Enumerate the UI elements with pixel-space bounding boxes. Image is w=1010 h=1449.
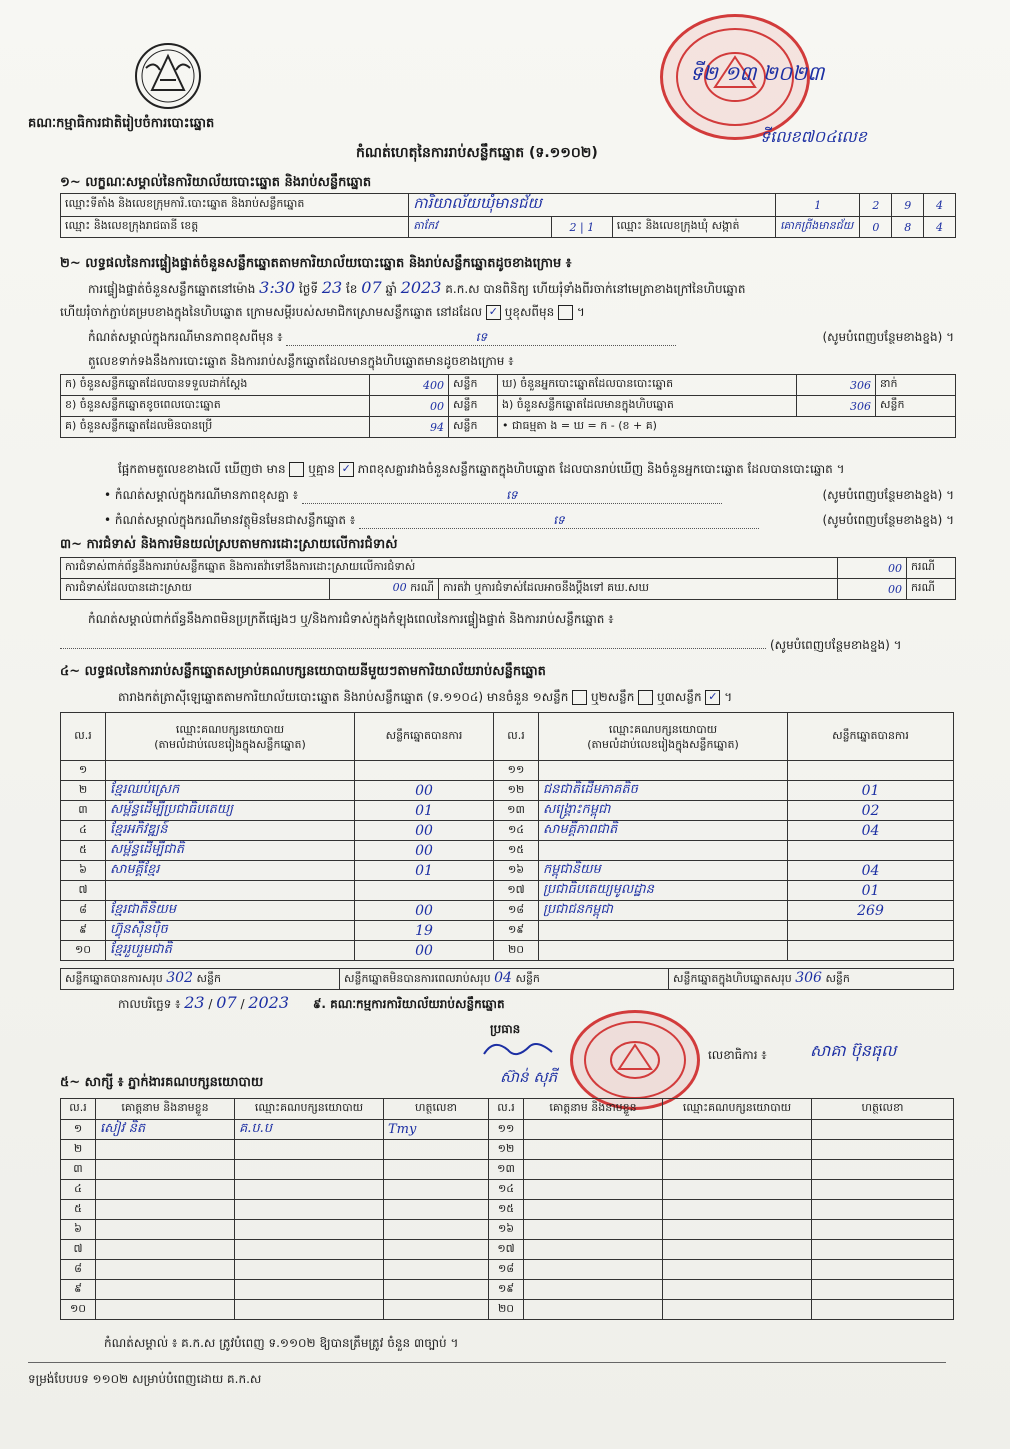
- witness-party: [235, 1140, 384, 1160]
- witness-party: [663, 1140, 812, 1160]
- complaints-table: [60, 557, 956, 600]
- party-no: ១៥: [494, 841, 539, 861]
- party-name: សម្ព័ន្ធដើម្បីជាតិ: [106, 841, 355, 861]
- witness-name: សៀវ និត: [96, 1120, 235, 1140]
- party-name: [106, 881, 355, 901]
- party-no: ១១: [494, 761, 539, 781]
- party-name: ខ្មែរអភិវឌ្ឍន៍: [106, 821, 355, 841]
- irregularities-dots: [60, 648, 766, 649]
- witness-signature: [812, 1280, 954, 1300]
- witness-party: [663, 1300, 812, 1320]
- received-value: 400: [370, 375, 449, 396]
- party-name: [539, 841, 788, 861]
- irregularities-note: កំណត់សម្គាល់ពាក់ព័ន្ធនឹងភាពមិនប្រក្រតីផ្សេងៗ ឬ/និងការជំទាស់ក្នុងកំឡុងពេលនៃការផ្ទៀងផ្ទាត់ និងការរាប់សន្លឹកឆ្នោត ៖: [88, 612, 614, 626]
- witness-signature: [384, 1300, 489, 1320]
- witness-name: [96, 1160, 235, 1180]
- witness-name: [524, 1200, 663, 1220]
- witness-party: [235, 1300, 384, 1320]
- resolved-value: 00 ករណី: [330, 579, 439, 600]
- in-box-label: ង) ចំនួនសន្លឹកឆ្នោតដែលមានក្នុងហិបឆ្នោត: [498, 396, 797, 417]
- witness-signature: [812, 1220, 954, 1240]
- witness-no: ១៤: [489, 1180, 524, 1200]
- witness-signature: [812, 1160, 954, 1180]
- party-votes: 01: [788, 881, 954, 901]
- table-row: [61, 1300, 954, 1320]
- party-no: ២០: [494, 941, 539, 961]
- table-row: [61, 921, 954, 941]
- table-row: [61, 901, 954, 921]
- party-votes: 01: [355, 861, 494, 881]
- witness-no: ៩: [61, 1280, 96, 1300]
- table-row: [61, 1220, 954, 1240]
- discrepancy-note: • កំណត់សម្គាល់ក្នុងករណីមានភាពខុសគ្នា ៖ ទេ (សូមបំពេញបន្ថែមខាងខ្នង) ។: [104, 488, 954, 502]
- witness-header-no-right: ល.រ: [489, 1099, 524, 1120]
- party-name: ខ្មែររួបរួមជាតិ: [106, 941, 355, 961]
- witness-signature: [812, 1140, 954, 1160]
- witness-header-name-right: គោត្តនាម និងនាមខ្លួន: [524, 1099, 663, 1120]
- table-row: [61, 1240, 954, 1260]
- witness-no: ១០: [61, 1300, 96, 1320]
- party-no: ៨: [61, 901, 106, 921]
- witness-no: ១៣: [489, 1160, 524, 1180]
- witness-signature: [812, 1120, 954, 1140]
- witness-no: ១៦: [489, 1220, 524, 1240]
- commune-digit-3: 4: [924, 217, 956, 238]
- party-votes: 02: [788, 801, 954, 821]
- table-row: [61, 761, 954, 781]
- header-votes-left: សន្លឹកឆ្នោតបានការ: [355, 713, 494, 761]
- table-row: [61, 821, 954, 841]
- party-results-table: [60, 712, 954, 961]
- party-name: ជនជាតិដើមភាគតិច: [539, 781, 788, 801]
- party-no: ១: [61, 761, 106, 781]
- ballot-figures-table: [60, 374, 956, 438]
- witness-signature: [812, 1300, 954, 1320]
- party-no: ១៣: [494, 801, 539, 821]
- witness-party: [663, 1180, 812, 1200]
- top-handwritten-note: ទីលេខ៧០៤លេខ: [760, 127, 867, 146]
- party-name: ខ្មែរឈប់ស្រេក: [106, 781, 355, 801]
- same-checkbox[interactable]: ✓: [486, 305, 501, 320]
- total-invalid: សន្លឹកឆ្នោតមិនបានការពេលរាប់សរុប 04 សន្លឹក: [340, 969, 669, 990]
- spoiled-value: 00: [370, 396, 449, 417]
- voters-label: ឃ) ចំនួនអ្នកបោះឆ្នោតដែលបានបោះឆ្នោត: [498, 375, 797, 396]
- party-no: ៣: [61, 801, 106, 821]
- table-row: [61, 1280, 954, 1300]
- irregularities-fill-note: (សូមបំពេញបន្ថែមខាងខ្នង) ។: [770, 638, 902, 652]
- party-no: ២: [61, 781, 106, 801]
- witness-header-party-right: ឈ្មោះគណបក្សនយោបាយ: [663, 1099, 812, 1120]
- witness-signature: [812, 1240, 954, 1260]
- witness-no: ១៩: [489, 1280, 524, 1300]
- appeal-unit: ករណី: [907, 579, 956, 600]
- witness-signature: [812, 1180, 954, 1200]
- witness-signature: [384, 1180, 489, 1200]
- party-name: [539, 761, 788, 781]
- unused-label: គ) ចំនួនសន្លឹកឆ្នោតដែលមិនបានប្រើ: [61, 417, 370, 438]
- voters-value: 306: [797, 375, 876, 396]
- party-name: សាមគ្គីភាពជាតិ: [539, 821, 788, 841]
- station-digit-1: 1: [776, 194, 860, 217]
- station-digit-4: 4: [924, 194, 956, 217]
- table-row: [61, 1160, 954, 1180]
- party-name: [539, 941, 788, 961]
- table-row: [61, 841, 954, 861]
- party-name: [539, 921, 788, 941]
- party-no: ៤: [61, 821, 106, 841]
- footnote: កំណត់សម្គាល់ ៖ គ.ក.ស ត្រូវបំពេញ ទ.១១០២ ឱ្យបានត្រឹមត្រូវ ចំនួន ៣ច្បាប់ ។: [104, 1336, 459, 1350]
- party-name: ហ៊្វុនស៊ិនប៉ិច: [106, 921, 355, 941]
- table-row: [61, 1260, 954, 1280]
- party-votes: 00: [355, 821, 494, 841]
- stamp-handwriting: ទី២ ១៣ ២០២៣: [690, 61, 825, 85]
- witness-name: [524, 1220, 663, 1240]
- president-label: ប្រធាន: [490, 1022, 521, 1036]
- appeal-value: 00: [838, 579, 907, 600]
- witness-party: [663, 1260, 812, 1280]
- witness-name: [96, 1220, 235, 1240]
- section-5-title: ៥~ សាក្សី ៖ ភ្នាក់ងារគណបក្សនយោបាយ: [60, 1075, 264, 1090]
- witness-name: [524, 1260, 663, 1280]
- party-no: ៦: [61, 861, 106, 881]
- witness-no: ៣: [61, 1160, 96, 1180]
- party-name: [106, 761, 355, 781]
- nec-emblem-icon: [132, 40, 204, 112]
- official-stamp-bottom: [570, 1010, 700, 1110]
- commune-label: ឈ្មោះ និងលេខក្រុងឃុំ សង្កាត់: [612, 217, 775, 238]
- witness-signature: [384, 1220, 489, 1240]
- witness-signature: [384, 1160, 489, 1180]
- witness-name: [524, 1160, 663, 1180]
- party-no: ៥: [61, 841, 106, 861]
- party-no: ១០: [61, 941, 106, 961]
- witness-signature: [812, 1260, 954, 1280]
- form-reference: ទម្រង់បែបបទ ១១០២ សម្រាប់បំពេញដោយ គ.ក.ស: [28, 1372, 262, 1386]
- party-votes: [788, 841, 954, 861]
- discrepancy-line: ផ្អែកតាមតួលេខខាងលើ ឃើញថា មាន ឬគ្មាន ✓ ភាពខុសគ្នារវាងចំនួនសន្លឹកឆ្នោតក្នុងហិបឆ្នោត ដែលបានរាប់ឃើញ និងចំនួនអ្នកបោះឆ្នោត ដែលបានបោះឆ្នោត ។: [118, 462, 845, 476]
- witness-party: [235, 1220, 384, 1240]
- in-box-unit: សន្លឹក: [876, 396, 956, 417]
- party-votes: [788, 941, 954, 961]
- province-number: 2 | 1: [552, 217, 613, 238]
- witness-signature: [812, 1200, 954, 1220]
- party-name: សាមគ្គីខ្មែរ: [106, 861, 355, 881]
- header-no-right: ល.រ: [494, 713, 539, 761]
- station-digit-2: 2: [860, 194, 892, 217]
- witness-name: [96, 1260, 235, 1280]
- party-no: ១៨: [494, 901, 539, 921]
- president-name: ស៊ាន់ សុភី: [500, 1068, 558, 1086]
- complaints-value: 00: [838, 558, 907, 579]
- verification-line-2: ហើយរុំចាក់ភ្ជាប់គម្របខាងក្នុងនៃហិបឆ្នោត ក្រោមសម្តីរបស់សមាជិកស្រោមសន្លឹកឆ្នោត នៅដដែល ✓ ឬខុសពីមុន ។: [60, 305, 585, 319]
- table-row: [61, 781, 954, 801]
- spoiled-unit: សន្លឹក: [449, 396, 498, 417]
- witness-party: [663, 1160, 812, 1180]
- section-3-title: ៣~ ការជំទាស់ និងការមិនយល់ស្របតាមការដោះស្រាយលើការជំទាស់: [60, 537, 398, 552]
- total-in-box: សន្លឹកឆ្នោតក្នុងហិបឆ្នោតសរុប 306 សន្លឹក: [669, 969, 954, 990]
- witness-signature: [384, 1260, 489, 1280]
- province-value: តាកែវ: [409, 217, 552, 238]
- table-row: [61, 1120, 954, 1140]
- witness-no: ១៧: [489, 1240, 524, 1260]
- witness-no: ១៨: [489, 1260, 524, 1280]
- witness-party: [663, 1280, 812, 1300]
- table-row: [61, 881, 954, 901]
- witness-no: ២០: [489, 1300, 524, 1320]
- witness-no: ១២: [489, 1140, 524, 1160]
- witness-party: [235, 1240, 384, 1260]
- party-votes: [788, 761, 954, 781]
- three-sheets-checkbox[interactable]: ✓: [705, 690, 720, 705]
- party-name: ប្រជាធិបតេយ្យមូលដ្ឋាន: [539, 881, 788, 901]
- witness-name: [524, 1120, 663, 1140]
- party-name: ខ្មែរជាតិនិយម: [106, 901, 355, 921]
- witness-name: [96, 1180, 235, 1200]
- party-name: សង្គ្រោះកម្ពុជា: [539, 801, 788, 821]
- witness-party: [663, 1240, 812, 1260]
- one-sheet-checkbox[interactable]: [572, 690, 587, 705]
- witness-party: [235, 1280, 384, 1300]
- count-sheet-line: តារាងកត់ត្រាស៊ីឡេឆ្នោតតាមការិយាល័យបោះឆ្នោត និងរាប់សន្លឹកឆ្នោត (ទ.១១០៤) មានចំនួន ១សន្លឹក ឬ២សន្លឹក ឬ៣សន្លឹក ✓ ។: [118, 690, 733, 704]
- table-row: [61, 1180, 954, 1200]
- header-party-right: ឈ្មោះគណបក្សនយោបាយ (តាមលំដាប់លេខរៀងក្នុងសន្លឹកឆ្នោត): [539, 713, 788, 761]
- witness-party: [663, 1200, 812, 1220]
- party-votes: 00: [355, 941, 494, 961]
- section-1-table: [60, 193, 956, 238]
- witness-name: [96, 1140, 235, 1160]
- section-1-title: ១~ លក្ខណៈសម្គាល់នៃការិយាល័យបោះឆ្នោត និងរាប់សន្លឹកឆ្នោត: [60, 175, 372, 190]
- secretary-label: លេខាធិការ ៖: [708, 1048, 767, 1062]
- witness-name: [96, 1200, 235, 1220]
- party-votes: [355, 881, 494, 901]
- party-votes: 00: [355, 901, 494, 921]
- received-unit: សន្លឹក: [449, 375, 498, 396]
- witness-name: [524, 1240, 663, 1260]
- witness-name: [96, 1300, 235, 1320]
- foreign-object-note: • កំណត់សម្គាល់ក្នុងករណីមានវត្ថុមិនមែនជាសន្លឹកឆ្នោត ៖ ទេ (សូមបំពេញបន្ថែមខាងខ្នង) ។: [104, 513, 954, 527]
- complaints-label: ការជំទាស់ពាក់ព័ន្ធនឹងការរាប់សន្លឹកឆ្នោត និងការតវ៉ាទៅនឹងការដោះស្រាយលើការជំទាស់: [61, 558, 838, 579]
- party-votes: 01: [355, 801, 494, 821]
- party-votes: 19: [355, 921, 494, 941]
- unused-unit: សន្លឹក: [449, 417, 498, 438]
- header-party-left: ឈ្មោះគណបក្សនយោបាយ (តាមលំដាប់លេខរៀងក្នុងសន្លឹកឆ្នោត): [106, 713, 355, 761]
- witness-header-sign-left: ហត្ថលេខា: [384, 1099, 489, 1120]
- witness-party: [663, 1220, 812, 1240]
- different-checkbox[interactable]: [558, 305, 573, 320]
- no-difference-checkbox[interactable]: ✓: [339, 462, 354, 477]
- witness-no: ៥: [61, 1200, 96, 1220]
- party-name: សម្ព័ន្ធដើម្បីប្រជាធិបតេយ្យ: [106, 801, 355, 821]
- witness-no: ៤: [61, 1180, 96, 1200]
- party-votes: 04: [788, 861, 954, 881]
- witness-party: [235, 1200, 384, 1220]
- witness-no: ៦: [61, 1220, 96, 1240]
- party-no: ១៦: [494, 861, 539, 881]
- difference-note-line: កំណត់សម្គាល់ក្នុងករណីមានភាពខុសពីមុន ៖ ទេ (សូមបំពេញបន្ថែមខាងខ្នង) ។: [88, 330, 954, 344]
- unused-value: 94: [370, 417, 449, 438]
- party-votes: 00: [355, 781, 494, 801]
- witness-party: [235, 1260, 384, 1280]
- in-box-value: 306: [797, 396, 876, 417]
- section-2-title: ២~ លទ្ធផលនៃការផ្ទៀងផ្ទាត់ចំនួនសន្លឹកឆ្នោតតាមការិយាល័យបោះឆ្នោត និងរាប់សន្លឹកឆ្នោតដូចខាងក្រោម ៖: [60, 256, 572, 271]
- witness-signature: [384, 1140, 489, 1160]
- party-votes: [788, 921, 954, 941]
- table-row: [61, 1200, 954, 1220]
- witness-signature: [384, 1280, 489, 1300]
- party-no: ១៤: [494, 821, 539, 841]
- complaints-unit: ករណី: [907, 558, 956, 579]
- date-line: កាលបរិច្ឆេទ ៖ 23 / 07 / 2023 ៩. គណៈកម្មការការិយាល័យរាប់សន្លឹកឆ្នោត: [118, 993, 505, 1012]
- table-row: [61, 801, 954, 821]
- witness-no: ១: [61, 1120, 96, 1140]
- witness-name: [524, 1140, 663, 1160]
- station-digit-3: 9: [892, 194, 924, 217]
- party-votes: 01: [788, 781, 954, 801]
- party-name: ប្រជាជនកម្ពុជា: [539, 901, 788, 921]
- witness-no: ៨: [61, 1260, 96, 1280]
- witness-no: ១១: [489, 1120, 524, 1140]
- document-title: កំណត់ហេតុនៃការរាប់សន្លឹកឆ្នោត (ទ.១១០២): [356, 145, 598, 161]
- header-votes-right: សន្លឹកឆ្នោតបានការ: [788, 713, 954, 761]
- total-valid: សន្លឹកឆ្នោតបានការសរុប 302 សន្លឹក: [61, 969, 340, 990]
- location-value: ការិយាល័យឃុំមានជ័យ: [409, 194, 776, 217]
- commune-value: គោកព្រីងមានជ័យ: [776, 217, 860, 238]
- witness-name: [96, 1240, 235, 1260]
- committee-name: គណៈកម្មាធិការជាតិរៀបចំការបោះឆ្នោត: [28, 116, 215, 131]
- footer-divider: [28, 1362, 946, 1363]
- party-no: ៧: [61, 881, 106, 901]
- witness-table: [60, 1098, 954, 1320]
- resolved-label: ការជំទាស់ដែលបានដោះស្រាយ: [61, 579, 330, 600]
- party-no: ១៩: [494, 921, 539, 941]
- formula: • ជាធម្មតា ង = ឃ = ក - (ខ + គ): [498, 417, 956, 438]
- witness-no: ២: [61, 1140, 96, 1160]
- witness-party: គ.ប.ប: [235, 1120, 384, 1140]
- has-difference-checkbox[interactable]: [289, 462, 304, 477]
- party-name: កម្ពុជានិយម: [539, 861, 788, 881]
- witness-no: ១៥: [489, 1200, 524, 1220]
- totals-table: [60, 968, 954, 990]
- commune-digit-2: 8: [892, 217, 924, 238]
- witness-no: ៧: [61, 1240, 96, 1260]
- ballot-figures-intro: តួលេខទាក់ទងនឹងការបោះឆ្នោត និងការរាប់សន្លឹកឆ្នោតដែលមានក្នុងហិបឆ្នោតមានដូចខាងក្រោម ៖: [88, 354, 514, 368]
- witness-name: [524, 1180, 663, 1200]
- party-votes: 269: [788, 901, 954, 921]
- witness-party: [235, 1180, 384, 1200]
- section-4-title: ៤~ លទ្ធផលនៃការរាប់សន្លឹកឆ្នោតសម្រាប់គណបក្សនយោបាយនីមួយៗតាមការិយាល័យរាប់សន្លឹកឆ្នោត: [60, 664, 546, 679]
- two-sheets-checkbox[interactable]: [638, 690, 653, 705]
- verification-line-1: ការផ្ទៀងផ្ទាត់ចំនួនសន្លឹកឆ្នោតនៅម៉ោង 3:30 ថ្ងៃទី 23 ខែ 07 ឆ្នាំ 2023 គ.ក.ស បានពិនិត្យ ហើយរុំទាំងពីរចាក់នៅមេត្រាខាងក្រៅនៃហិបឆ្នោត: [88, 278, 746, 297]
- witness-name: [524, 1300, 663, 1320]
- party-no: ១២: [494, 781, 539, 801]
- witness-signature: Tmy: [384, 1120, 489, 1140]
- party-votes: 04: [788, 821, 954, 841]
- party-votes: 00: [355, 841, 494, 861]
- voters-unit: នាក់: [876, 375, 956, 396]
- witness-name: [96, 1280, 235, 1300]
- location-label: ឈ្មោះទីតាំង និងលេខក្រុមការិ.បោះឆ្នោត និងរាប់សន្លឹកឆ្នោត: [61, 194, 409, 217]
- witness-header-sign-right: ហត្ថលេខា: [812, 1099, 954, 1120]
- witness-header-name-left: គោត្តនាម និងនាមខ្លួន: [96, 1099, 235, 1120]
- spoiled-label: ខ) ចំនួនសន្លឹកឆ្នោតខូចពេលបោះឆ្នោត: [61, 396, 370, 417]
- appeal-label: ការតវ៉ា ឬការជំទាស់ដែលអាចនឹងប្តឹងទៅ គឃ.សឃ: [439, 579, 838, 600]
- party-votes: [355, 761, 494, 781]
- secretary-name: សាគា ប៊ុនធុល: [810, 1041, 897, 1060]
- witness-signature: [384, 1200, 489, 1220]
- witness-header-no-left: ល.រ: [61, 1099, 96, 1120]
- president-signature-icon: [474, 1036, 564, 1066]
- witness-party: [663, 1120, 812, 1140]
- witness-party: [235, 1160, 384, 1180]
- party-no: ៩: [61, 921, 106, 941]
- witness-name: [524, 1280, 663, 1300]
- table-row: [61, 861, 954, 881]
- province-label: ឈ្មោះ និងលេខក្រុងរាជធានី ខេត្ត: [61, 217, 409, 238]
- received-label: ក) ចំនួនសន្លឹកឆ្នោតដែលបានទទួលដាក់ស្តែង: [61, 375, 370, 396]
- table-row: [61, 1140, 954, 1160]
- party-no: ១៧: [494, 881, 539, 901]
- header-no-left: ល.រ: [61, 713, 106, 761]
- table-row: [61, 941, 954, 961]
- witness-header-party-left: ឈ្មោះគណបក្សនយោបាយ: [235, 1099, 384, 1120]
- commune-digit-1: 0: [860, 217, 892, 238]
- witness-signature: [384, 1240, 489, 1260]
